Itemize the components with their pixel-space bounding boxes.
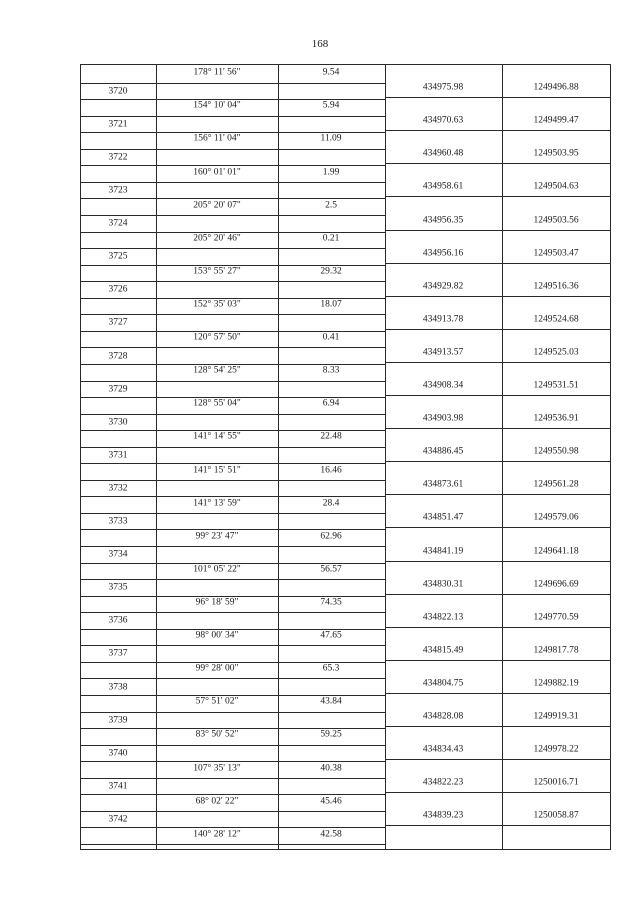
table-row-rule bbox=[80, 381, 385, 382]
table-row-rule bbox=[385, 494, 611, 495]
point-number-cell: 3740 bbox=[108, 748, 128, 759]
page-number: 168 bbox=[311, 38, 329, 50]
table-column-rule bbox=[610, 64, 611, 850]
y-coordinate-cell: 1249978.22 bbox=[533, 744, 579, 755]
x-coordinate-cell: 434804.75 bbox=[422, 678, 464, 689]
y-coordinate-cell: 1249770.59 bbox=[533, 612, 579, 623]
bearing-cell: 160° 01' 01" bbox=[193, 167, 241, 178]
bearing-cell: 141° 13' 59" bbox=[193, 498, 241, 509]
y-coordinate-cell: 1249503.95 bbox=[533, 148, 579, 159]
point-number-cell: 3738 bbox=[108, 682, 128, 693]
point-number-cell: 3739 bbox=[108, 715, 128, 726]
point-number-cell: 3726 bbox=[108, 284, 128, 295]
bearing-cell: 140° 28' 12" bbox=[193, 829, 241, 840]
x-coordinate-cell: 434815.49 bbox=[422, 645, 464, 656]
table-row-rule bbox=[385, 825, 611, 826]
x-coordinate-cell: 434834.43 bbox=[422, 744, 464, 755]
y-coordinate-cell: 1249882.19 bbox=[533, 678, 579, 689]
table-row-rule bbox=[385, 130, 611, 131]
table-row-rule bbox=[80, 64, 611, 65]
x-coordinate-cell: 434929.82 bbox=[422, 281, 464, 292]
point-number-cell: 3742 bbox=[108, 814, 128, 825]
x-coordinate-cell: 434822.13 bbox=[422, 612, 464, 623]
x-coordinate-cell: 434903.98 bbox=[422, 413, 464, 424]
distance-cell: 62.96 bbox=[320, 531, 342, 542]
point-number-cell: 3732 bbox=[108, 483, 128, 494]
y-coordinate-cell: 1249536.91 bbox=[533, 413, 579, 424]
table-row-rule bbox=[80, 546, 385, 547]
table-row-rule bbox=[80, 712, 385, 713]
table-row-rule bbox=[385, 461, 611, 462]
point-number-cell: 3736 bbox=[108, 615, 128, 626]
table-row-rule bbox=[385, 362, 611, 363]
y-coordinate-cell: 1249919.31 bbox=[533, 711, 579, 722]
y-coordinate-cell: 1249641.18 bbox=[533, 546, 579, 557]
distance-cell: 65.3 bbox=[322, 663, 340, 674]
distance-cell: 43.84 bbox=[320, 696, 342, 707]
point-number-cell: 3737 bbox=[108, 648, 128, 659]
bearing-cell: 99° 28' 00" bbox=[195, 663, 239, 674]
y-coordinate-cell: 1249550.98 bbox=[533, 446, 579, 457]
distance-cell: 59.25 bbox=[320, 729, 342, 740]
bearing-cell: 68° 02' 22" bbox=[195, 796, 239, 807]
table-row-rule bbox=[385, 726, 611, 727]
table-row-rule bbox=[80, 314, 385, 315]
distance-cell: 47.65 bbox=[320, 630, 342, 641]
bearing-cell: 156° 11' 04" bbox=[193, 133, 241, 144]
y-coordinate-cell: 1249531.51 bbox=[533, 380, 579, 391]
point-number-cell: 3723 bbox=[108, 185, 128, 196]
point-number-cell: 3730 bbox=[108, 417, 128, 428]
point-number-cell: 3728 bbox=[108, 351, 128, 361]
distance-cell: 42.58 bbox=[320, 829, 342, 840]
bearing-cell: 154° 10' 04" bbox=[193, 100, 241, 111]
y-coordinate-cell: 1249504.63 bbox=[533, 181, 579, 192]
table-row-rule bbox=[80, 248, 385, 249]
table-row-rule bbox=[80, 645, 385, 646]
table-row-rule bbox=[80, 480, 385, 481]
y-coordinate-cell: 1249516.36 bbox=[533, 281, 579, 292]
point-number-cell: 3725 bbox=[108, 251, 128, 262]
y-coordinate-cell: 1249525.03 bbox=[533, 347, 579, 358]
table-row-rule bbox=[80, 579, 385, 580]
x-coordinate-cell: 434970.63 bbox=[422, 115, 464, 126]
table-row-rule bbox=[385, 296, 611, 297]
table-row-rule bbox=[385, 660, 611, 661]
distance-cell: 5.94 bbox=[322, 100, 340, 111]
distance-cell: 0.21 bbox=[322, 233, 340, 244]
x-coordinate-cell: 434822.23 bbox=[422, 777, 464, 788]
bearing-cell: 99° 23' 47" bbox=[195, 531, 239, 542]
x-coordinate-cell: 434873.61 bbox=[422, 479, 464, 490]
table-row-rule bbox=[385, 759, 611, 760]
y-coordinate-cell: 1249561.28 bbox=[533, 479, 579, 490]
point-number-cell: 3734 bbox=[108, 549, 128, 560]
x-coordinate-cell: 434913.78 bbox=[422, 314, 464, 325]
y-coordinate-cell: 1249503.56 bbox=[533, 215, 579, 226]
table-row-rule bbox=[385, 196, 611, 197]
distance-cell: 16.46 bbox=[320, 465, 342, 476]
x-coordinate-cell: 434958.61 bbox=[422, 181, 464, 192]
table-row-rule bbox=[80, 612, 385, 613]
table-row-rule bbox=[385, 230, 611, 231]
table-row-rule bbox=[80, 811, 385, 812]
table-row-rule bbox=[385, 97, 611, 98]
table-row-rule bbox=[80, 149, 385, 150]
table-row-rule bbox=[80, 745, 385, 746]
distance-cell: 18.07 bbox=[320, 299, 342, 310]
table-row-rule bbox=[80, 849, 611, 850]
bearing-cell: 205° 20' 46" bbox=[193, 233, 241, 244]
point-number-cell: 3724 bbox=[108, 218, 128, 229]
distance-cell: 1.99 bbox=[322, 167, 340, 178]
table-row-rule bbox=[80, 678, 385, 679]
point-number-cell: 3731 bbox=[108, 450, 128, 461]
bearing-cell: 141° 15' 51" bbox=[193, 465, 241, 476]
table-grid bbox=[80, 64, 611, 850]
y-coordinate-cell: 1250058.87 bbox=[533, 810, 579, 821]
table-row-rule bbox=[80, 844, 385, 845]
x-coordinate-cell: 434886.45 bbox=[422, 446, 464, 457]
point-number-cell: 3729 bbox=[108, 384, 128, 395]
table-row-rule bbox=[80, 281, 385, 282]
x-coordinate-cell: 434828.08 bbox=[422, 711, 464, 722]
table-column-rule bbox=[502, 64, 503, 850]
table-row-rule bbox=[80, 414, 385, 415]
x-coordinate-cell: 434913.57 bbox=[422, 347, 464, 358]
table-row-rule bbox=[80, 347, 385, 348]
bearing-cell: 141° 14' 55" bbox=[193, 431, 241, 442]
y-coordinate-cell: 1249496.88 bbox=[533, 82, 579, 93]
bearing-cell: 83° 50' 52" bbox=[195, 729, 239, 740]
distance-cell: 2.5 bbox=[325, 200, 337, 211]
y-coordinate-cell: 1249817.78 bbox=[533, 645, 579, 656]
bearing-cell: 152° 35' 03" bbox=[193, 299, 241, 310]
table-row-rule bbox=[385, 329, 611, 330]
table-row-rule bbox=[385, 163, 611, 164]
x-coordinate-cell: 434841.19 bbox=[422, 546, 464, 557]
bearing-cell: 98° 00' 34" bbox=[195, 630, 239, 641]
distance-cell: 74.35 bbox=[320, 597, 342, 608]
table-row-rule bbox=[385, 395, 611, 396]
distance-cell: 45.46 bbox=[320, 796, 342, 807]
bearing-cell: 120° 57' 50" bbox=[193, 332, 241, 343]
table-column-rule bbox=[385, 64, 386, 850]
distance-cell: 29.32 bbox=[320, 266, 342, 277]
x-coordinate-cell: 434851.47 bbox=[422, 512, 464, 523]
table-row-rule bbox=[385, 527, 611, 528]
point-number-cell: 3735 bbox=[108, 582, 128, 593]
bearing-cell: 107° 35' 13" bbox=[193, 763, 241, 774]
distance-cell: 6.94 bbox=[322, 398, 340, 409]
y-coordinate-cell: 1249503.47 bbox=[533, 248, 579, 259]
table-row-rule bbox=[80, 182, 385, 183]
point-number-cell: 3727 bbox=[108, 317, 128, 328]
point-number-cell: 3721 bbox=[108, 119, 128, 130]
point-number-cell: 3720 bbox=[108, 86, 128, 97]
y-coordinate-cell: 1249499.47 bbox=[533, 115, 579, 126]
point-number-cell: 3722 bbox=[108, 152, 128, 163]
bearing-cell: 57° 51' 02" bbox=[195, 696, 239, 707]
distance-cell: 22.48 bbox=[320, 431, 342, 442]
bearing-cell: 128° 54' 25" bbox=[193, 365, 241, 376]
bearing-cell: 96° 18' 59" bbox=[195, 597, 239, 608]
table-row-rule bbox=[80, 513, 385, 514]
bearing-cell: 178° 11' 56" bbox=[193, 67, 241, 78]
distance-cell: 8.33 bbox=[322, 365, 340, 376]
table-row-rule bbox=[80, 447, 385, 448]
bearing-cell: 205° 20' 07" bbox=[193, 200, 241, 211]
point-number-cell: 3733 bbox=[108, 516, 128, 527]
y-coordinate-cell: 1249579.06 bbox=[533, 512, 579, 523]
distance-cell: 56.57 bbox=[320, 564, 342, 575]
x-coordinate-cell: 434908.34 bbox=[422, 380, 464, 391]
x-coordinate-cell: 434830.31 bbox=[422, 579, 464, 590]
table-row-rule bbox=[80, 83, 385, 84]
x-coordinate-cell: 434975.98 bbox=[422, 82, 464, 93]
distance-cell: 28.4 bbox=[322, 498, 340, 509]
table-row-rule bbox=[80, 215, 385, 216]
table-row-rule bbox=[385, 428, 611, 429]
x-coordinate-cell: 434960.48 bbox=[422, 148, 464, 159]
bearing-cell: 153° 55' 27" bbox=[193, 266, 241, 277]
x-coordinate-cell: 434956.16 bbox=[422, 248, 464, 259]
y-coordinate-cell: 1249696.69 bbox=[533, 579, 579, 590]
point-number-cell: 3741 bbox=[108, 781, 128, 792]
table-row-rule bbox=[80, 778, 385, 779]
x-coordinate-cell: 434839.23 bbox=[422, 810, 464, 821]
x-coordinate-cell: 434956.35 bbox=[422, 215, 464, 226]
table-row-rule bbox=[80, 116, 385, 117]
table-row-rule bbox=[385, 594, 611, 595]
table-row-rule bbox=[385, 627, 611, 628]
distance-cell: 9.54 bbox=[322, 67, 340, 78]
table-row-rule bbox=[385, 561, 611, 562]
y-coordinate-cell: 1249524.68 bbox=[533, 314, 579, 325]
coordinates-table bbox=[80, 64, 611, 850]
table-row-rule bbox=[385, 263, 611, 264]
bearing-cell: 101° 05' 22" bbox=[193, 564, 241, 575]
distance-cell: 11.09 bbox=[320, 133, 342, 144]
y-coordinate-cell: 1250016.71 bbox=[533, 777, 579, 788]
distance-cell: 0.41 bbox=[322, 332, 340, 343]
distance-cell: 40.38 bbox=[320, 763, 342, 774]
table-row-rule bbox=[385, 693, 611, 694]
bearing-cell: 128° 55' 04" bbox=[193, 398, 241, 409]
table-row-rule bbox=[385, 792, 611, 793]
